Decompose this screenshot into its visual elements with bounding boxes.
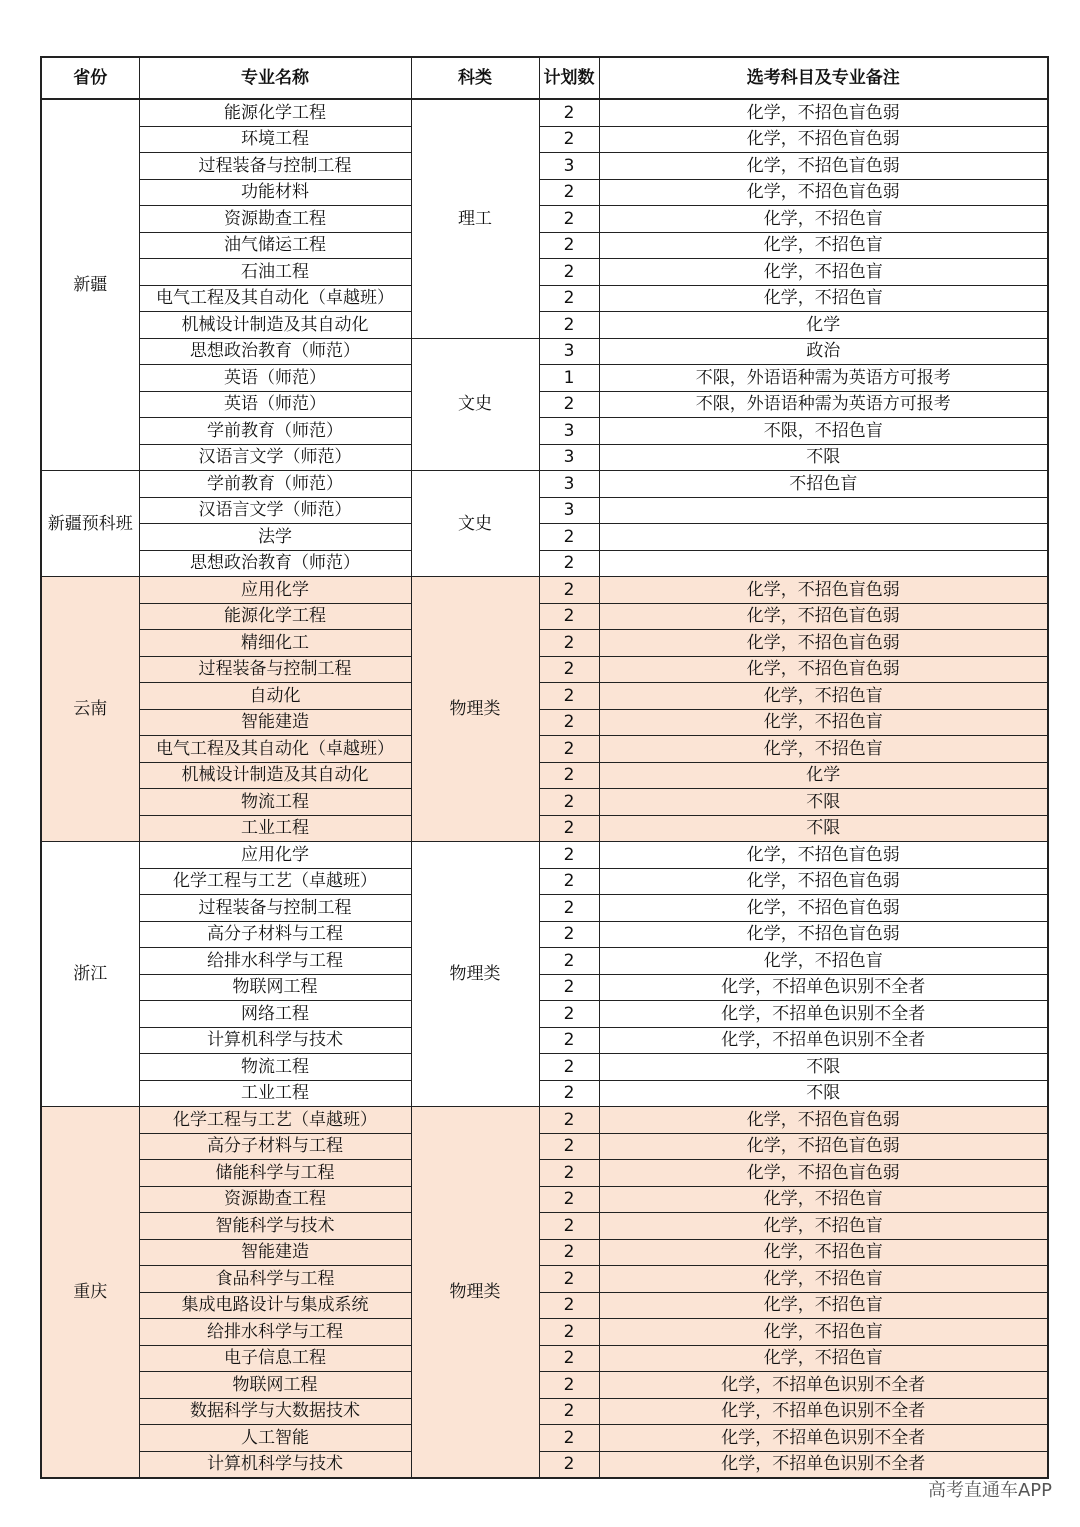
- major-cell: 食品科学与工程: [139, 1266, 411, 1293]
- note-cell: 不限，外语语种需为英语方可报考: [599, 391, 1048, 418]
- table-row: [41, 1266, 1048, 1293]
- note-cell: 化学，不招色盲色弱: [599, 179, 1048, 206]
- table-row: [41, 126, 1048, 153]
- category-cell: 理工: [411, 99, 539, 338]
- header-row: [41, 57, 1048, 99]
- count-cell: 2: [539, 603, 599, 630]
- count-cell: 2: [539, 1001, 599, 1028]
- count-cell: 2: [539, 1345, 599, 1372]
- major-cell: 机械设计制造及其自动化: [139, 312, 411, 339]
- table-row: [41, 815, 1048, 842]
- table-row: [41, 868, 1048, 895]
- table-row: [41, 1398, 1048, 1425]
- count-cell: 2: [539, 577, 599, 604]
- note-cell: 化学，不招色盲色弱: [599, 921, 1048, 948]
- note-cell: 化学，不招单色识别不全者: [599, 1027, 1048, 1054]
- note-cell: 化学，不招色盲: [599, 1239, 1048, 1266]
- enrollment-plan-table: [40, 56, 1049, 1479]
- count-cell: 2: [539, 1319, 599, 1346]
- table-row: [41, 206, 1048, 233]
- header-major: 专业名称: [139, 57, 411, 99]
- major-cell: 计算机科学与技术: [139, 1451, 411, 1478]
- count-cell: 3: [539, 497, 599, 524]
- count-cell: 2: [539, 524, 599, 551]
- table-row: [41, 232, 1048, 259]
- major-cell: 高分子材料与工程: [139, 921, 411, 948]
- note-cell: 化学，不招色盲色弱: [599, 895, 1048, 922]
- table-row: [41, 1292, 1048, 1319]
- table-row: [41, 895, 1048, 922]
- category-cell: 物理类: [411, 842, 539, 1107]
- count-cell: 2: [539, 1425, 599, 1452]
- count-cell: 3: [539, 338, 599, 365]
- table-body: [41, 99, 1048, 1478]
- major-cell: 机械设计制造及其自动化: [139, 762, 411, 789]
- header-category: 科类: [411, 57, 539, 99]
- note-cell: 化学，不招色盲: [599, 1186, 1048, 1213]
- count-cell: 2: [539, 683, 599, 710]
- major-cell: 过程装备与控制工程: [139, 895, 411, 922]
- major-cell: 高分子材料与工程: [139, 1133, 411, 1160]
- count-cell: 2: [539, 1292, 599, 1319]
- note-cell: 化学，不招色盲: [599, 1266, 1048, 1293]
- note-cell: 化学，不招色盲: [599, 709, 1048, 736]
- note-cell: 化学，不招色盲: [599, 1319, 1048, 1346]
- table-row: [41, 948, 1048, 975]
- note-cell: 化学，不招色盲: [599, 1292, 1048, 1319]
- note-cell: 化学，不招色盲: [599, 232, 1048, 259]
- major-cell: 数据科学与大数据技术: [139, 1398, 411, 1425]
- count-cell: 2: [539, 1160, 599, 1187]
- note-cell: [599, 524, 1048, 551]
- count-cell: 2: [539, 921, 599, 948]
- table-row: [41, 1027, 1048, 1054]
- note-cell: 不限: [599, 815, 1048, 842]
- table-row: [41, 630, 1048, 657]
- count-cell: 2: [539, 1054, 599, 1081]
- note-cell: 化学，不招色盲色弱: [599, 1160, 1048, 1187]
- note-cell: 化学，不招色盲色弱: [599, 126, 1048, 153]
- category-cell: 物理类: [411, 1107, 539, 1479]
- count-cell: 2: [539, 948, 599, 975]
- count-cell: 2: [539, 1133, 599, 1160]
- table-row: [41, 1213, 1048, 1240]
- note-cell: 化学，不招色盲色弱: [599, 153, 1048, 180]
- header-notes: 选考科目及专业备注: [599, 57, 1048, 99]
- table-row: [41, 259, 1048, 286]
- table-row: [41, 1451, 1048, 1478]
- major-cell: 石油工程: [139, 259, 411, 286]
- table-row: [41, 1080, 1048, 1107]
- count-cell: 2: [539, 179, 599, 206]
- table-row: [41, 285, 1048, 312]
- table-row: [41, 683, 1048, 710]
- major-cell: 工业工程: [139, 1080, 411, 1107]
- province-cell: 浙江: [41, 842, 139, 1107]
- note-cell: 不限: [599, 1054, 1048, 1081]
- note-cell: 化学，不招色盲: [599, 736, 1048, 763]
- major-cell: 电气工程及其自动化（卓越班）: [139, 736, 411, 763]
- count-cell: 1: [539, 365, 599, 392]
- major-cell: 储能科学与工程: [139, 1160, 411, 1187]
- note-cell: 化学，不招单色识别不全者: [599, 1425, 1048, 1452]
- major-cell: 能源化学工程: [139, 99, 411, 126]
- watermark: 高考直通车APP: [927, 1480, 1052, 1501]
- note-cell: [599, 550, 1048, 577]
- note-cell: 化学，不招色盲: [599, 1345, 1048, 1372]
- note-cell: 不限，外语语种需为英语方可报考: [599, 365, 1048, 392]
- count-cell: 2: [539, 789, 599, 816]
- count-cell: 2: [539, 974, 599, 1001]
- major-cell: 英语（师范）: [139, 391, 411, 418]
- table-row: [41, 603, 1048, 630]
- note-cell: 化学，不招色盲色弱: [599, 1133, 1048, 1160]
- note-cell: 不限: [599, 444, 1048, 471]
- major-cell: 学前教育（师范）: [139, 418, 411, 445]
- major-cell: 物联网工程: [139, 1372, 411, 1399]
- major-cell: 集成电路设计与集成系统: [139, 1292, 411, 1319]
- major-cell: 网络工程: [139, 1001, 411, 1028]
- major-cell: 能源化学工程: [139, 603, 411, 630]
- province-cell: 新疆: [41, 99, 139, 471]
- header-province: 省份: [41, 57, 139, 99]
- note-cell: 化学，不招单色识别不全者: [599, 1001, 1048, 1028]
- province-cell: 云南: [41, 577, 139, 842]
- note-cell: 化学，不招单色识别不全者: [599, 974, 1048, 1001]
- note-cell: 化学，不招色盲: [599, 206, 1048, 233]
- note-cell: 化学，不招色盲色弱: [599, 656, 1048, 683]
- table-row: [41, 842, 1048, 869]
- table-row: [41, 365, 1048, 392]
- note-cell: 化学，不招色盲色弱: [599, 603, 1048, 630]
- table-row: [41, 1107, 1048, 1134]
- note-cell: 化学，不招色盲色弱: [599, 842, 1048, 869]
- count-cell: 2: [539, 815, 599, 842]
- note-cell: 化学，不招色盲: [599, 285, 1048, 312]
- count-cell: 2: [539, 99, 599, 126]
- note-cell: 化学，不招色盲色弱: [599, 99, 1048, 126]
- major-cell: 资源勘查工程: [139, 1186, 411, 1213]
- table-row: [41, 312, 1048, 339]
- table-row: [41, 153, 1048, 180]
- table-row: [41, 656, 1048, 683]
- table-row: [41, 1345, 1048, 1372]
- note-cell: 化学，不招色盲: [599, 948, 1048, 975]
- table-row: [41, 1319, 1048, 1346]
- province-cell: 新疆预科班: [41, 471, 139, 577]
- table-row: [41, 1054, 1048, 1081]
- count-cell: 2: [539, 1451, 599, 1478]
- count-cell: 2: [539, 1266, 599, 1293]
- table-row: [41, 736, 1048, 763]
- table-row: [41, 338, 1048, 365]
- major-cell: 物流工程: [139, 1054, 411, 1081]
- count-cell: 2: [539, 895, 599, 922]
- count-cell: 2: [539, 736, 599, 763]
- count-cell: 2: [539, 1027, 599, 1054]
- major-cell: 人工智能: [139, 1425, 411, 1452]
- major-cell: 应用化学: [139, 577, 411, 604]
- major-cell: 智能科学与技术: [139, 1213, 411, 1240]
- category-cell: 文史: [411, 471, 539, 577]
- note-cell: 化学: [599, 762, 1048, 789]
- count-cell: 2: [539, 1107, 599, 1134]
- major-cell: 法学: [139, 524, 411, 551]
- note-cell: 化学，不招单色识别不全者: [599, 1372, 1048, 1399]
- table-row: [41, 1001, 1048, 1028]
- note-cell: 不限，不招色盲: [599, 418, 1048, 445]
- province-cell: 重庆: [41, 1107, 139, 1479]
- count-cell: 2: [539, 762, 599, 789]
- major-cell: 给排水科学与工程: [139, 1319, 411, 1346]
- note-cell: 化学: [599, 312, 1048, 339]
- major-cell: 思想政治教育（师范）: [139, 338, 411, 365]
- major-cell: 电子信息工程: [139, 1345, 411, 1372]
- count-cell: 2: [539, 550, 599, 577]
- note-cell: 化学，不招色盲: [599, 1213, 1048, 1240]
- count-cell: 2: [539, 1080, 599, 1107]
- major-cell: 油气储运工程: [139, 232, 411, 259]
- table-row: [41, 444, 1048, 471]
- count-cell: 2: [539, 1398, 599, 1425]
- table-row: [41, 762, 1048, 789]
- count-cell: 2: [539, 1239, 599, 1266]
- major-cell: 智能建造: [139, 1239, 411, 1266]
- count-cell: 3: [539, 153, 599, 180]
- count-cell: 2: [539, 1186, 599, 1213]
- count-cell: 2: [539, 1372, 599, 1399]
- major-cell: 过程装备与控制工程: [139, 656, 411, 683]
- major-cell: 工业工程: [139, 815, 411, 842]
- count-cell: 3: [539, 418, 599, 445]
- count-cell: 3: [539, 471, 599, 498]
- major-cell: 计算机科学与技术: [139, 1027, 411, 1054]
- note-cell: 化学，不招色盲色弱: [599, 1107, 1048, 1134]
- count-cell: 2: [539, 842, 599, 869]
- major-cell: 功能材料: [139, 179, 411, 206]
- note-cell: 化学，不招单色识别不全者: [599, 1451, 1048, 1478]
- major-cell: 应用化学: [139, 842, 411, 869]
- note-cell: 化学，不招色盲色弱: [599, 577, 1048, 604]
- major-cell: 物联网工程: [139, 974, 411, 1001]
- table-row: [41, 1133, 1048, 1160]
- major-cell: 环境工程: [139, 126, 411, 153]
- table-row: [41, 1186, 1048, 1213]
- category-cell: 物理类: [411, 577, 539, 842]
- major-cell: 自动化: [139, 683, 411, 710]
- table-row: [41, 418, 1048, 445]
- category-cell: 文史: [411, 338, 539, 471]
- major-cell: 汉语言文学（师范）: [139, 497, 411, 524]
- count-cell: 2: [539, 391, 599, 418]
- count-cell: 2: [539, 630, 599, 657]
- major-cell: 过程装备与控制工程: [139, 153, 411, 180]
- note-cell: 化学，不招单色识别不全者: [599, 1398, 1048, 1425]
- table-row: [41, 391, 1048, 418]
- major-cell: 思想政治教育（师范）: [139, 550, 411, 577]
- major-cell: 汉语言文学（师范）: [139, 444, 411, 471]
- note-cell: 化学，不招色盲: [599, 259, 1048, 286]
- count-cell: 2: [539, 868, 599, 895]
- major-cell: 智能建造: [139, 709, 411, 736]
- count-cell: 2: [539, 1213, 599, 1240]
- count-cell: 2: [539, 206, 599, 233]
- note-cell: 不限: [599, 789, 1048, 816]
- table-row: [41, 1160, 1048, 1187]
- note-cell: 不限: [599, 1080, 1048, 1107]
- count-cell: 3: [539, 444, 599, 471]
- major-cell: 化学工程与工艺（卓越班）: [139, 868, 411, 895]
- major-cell: 化学工程与工艺（卓越班）: [139, 1107, 411, 1134]
- table-row: [41, 1239, 1048, 1266]
- table-row: [41, 524, 1048, 551]
- major-cell: 给排水科学与工程: [139, 948, 411, 975]
- note-cell: [599, 497, 1048, 524]
- table-row: [41, 921, 1048, 948]
- table-row: [41, 577, 1048, 604]
- count-cell: 2: [539, 709, 599, 736]
- major-cell: 资源勘查工程: [139, 206, 411, 233]
- table-row: [41, 179, 1048, 206]
- header-count: 计划数: [539, 57, 599, 99]
- table-row: [41, 471, 1048, 498]
- count-cell: 2: [539, 285, 599, 312]
- table-row: [41, 99, 1048, 126]
- count-cell: 2: [539, 232, 599, 259]
- table-row: [41, 497, 1048, 524]
- count-cell: 2: [539, 312, 599, 339]
- note-cell: 政治: [599, 338, 1048, 365]
- major-cell: 学前教育（师范）: [139, 471, 411, 498]
- count-cell: 2: [539, 126, 599, 153]
- major-cell: 精细化工: [139, 630, 411, 657]
- note-cell: 不招色盲: [599, 471, 1048, 498]
- note-cell: 化学，不招色盲色弱: [599, 868, 1048, 895]
- major-cell: 物流工程: [139, 789, 411, 816]
- note-cell: 化学，不招色盲: [599, 683, 1048, 710]
- major-cell: 英语（师范）: [139, 365, 411, 392]
- note-cell: 化学，不招色盲色弱: [599, 630, 1048, 657]
- table-row: [41, 1372, 1048, 1399]
- table-row: [41, 550, 1048, 577]
- table-row: [41, 709, 1048, 736]
- count-cell: 2: [539, 259, 599, 286]
- table-row: [41, 1425, 1048, 1452]
- major-cell: 电气工程及其自动化（卓越班）: [139, 285, 411, 312]
- table-row: [41, 789, 1048, 816]
- table-row: [41, 974, 1048, 1001]
- count-cell: 2: [539, 656, 599, 683]
